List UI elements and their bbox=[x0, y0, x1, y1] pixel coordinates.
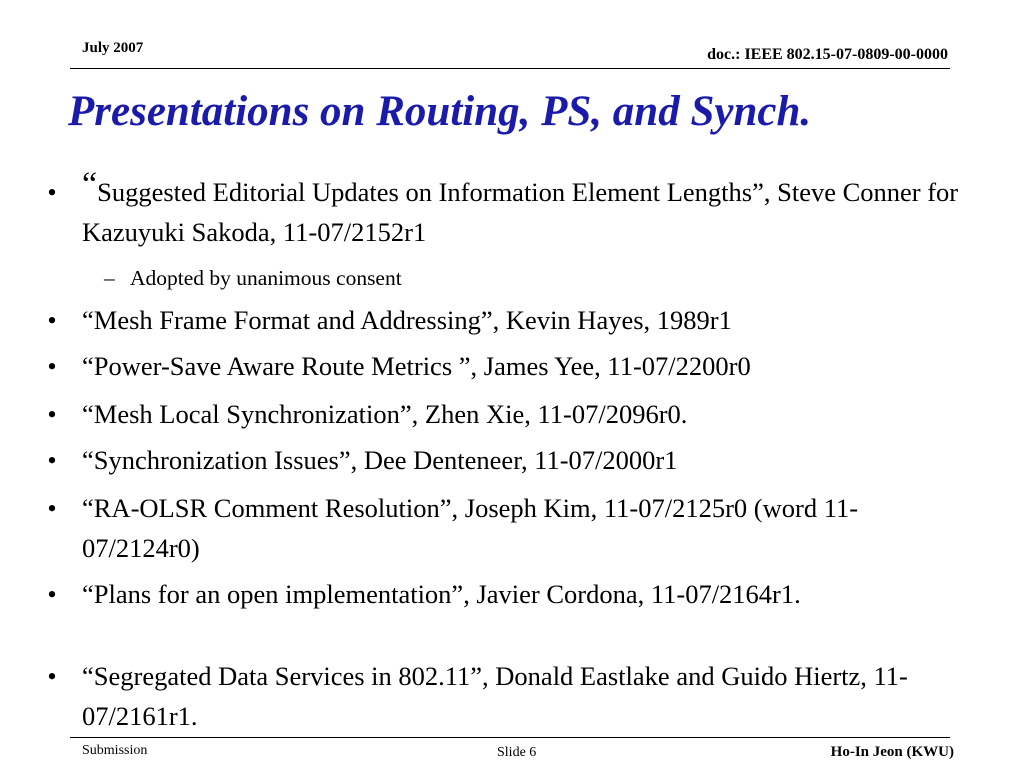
list-item bbox=[47, 346, 962, 386]
list-item-text: “Mesh Local Synchronization”, Zhen Xie, 11-07/2096r0. bbox=[82, 399, 688, 429]
bullet-icon: • bbox=[47, 579, 57, 609]
list-item bbox=[47, 166, 962, 252]
bullet-icon: • bbox=[47, 445, 57, 475]
slide-number: Slide 6 bbox=[497, 745, 537, 760]
list-item-text: “Segregated Data Services in 802.11”, Donald Eastlake and Guido Hiertz, 11-07/2161r1. bbox=[82, 661, 908, 731]
list-item-text: “RA-OLSR Comment Resolution”, Joseph Kim, 11-07/2125r0 (word 11-07/2124r0) bbox=[82, 493, 859, 563]
list-item bbox=[47, 656, 962, 736]
list-item bbox=[47, 574, 962, 614]
footer-author: Ho-In Jeon (KWU) bbox=[830, 744, 954, 760]
footer-divider bbox=[70, 737, 950, 738]
dash-icon: – bbox=[104, 266, 115, 290]
list-item-text: “Plans for an open implementation”, Javier Cordona, 11-07/2164r1. bbox=[82, 579, 801, 609]
bullet-icon: • bbox=[47, 351, 57, 381]
list-item-text: “Synchronization Issues”, Dee Denteneer, 11-07/2000r1 bbox=[82, 445, 678, 475]
list-item bbox=[47, 488, 962, 568]
bullet-icon: • bbox=[47, 305, 57, 335]
list-item-text: “Power-Save Aware Route Metrics ”, James Yee, 11-07/2200r0 bbox=[82, 351, 751, 381]
header-date: July 2007 bbox=[82, 40, 144, 56]
header-document-id: doc.: IEEE 802.15-07-0809-00-0000 bbox=[707, 46, 948, 63]
list-item bbox=[47, 394, 962, 434]
bullet-icon: • bbox=[47, 177, 57, 207]
sub-list-item bbox=[104, 263, 930, 293]
sub-list-item-text: Adopted by unanimous consent bbox=[130, 266, 402, 290]
list-item bbox=[47, 440, 962, 480]
bullet-icon: • bbox=[47, 493, 57, 523]
bullet-icon: • bbox=[47, 399, 57, 429]
list-item-text: “Mesh Frame Format and Addressing”, Kevin Hayes, 1989r1 bbox=[82, 305, 732, 335]
footer-submission: Submission bbox=[82, 743, 148, 758]
bullet-icon: • bbox=[47, 661, 57, 691]
open-quote-mark: “ bbox=[82, 166, 98, 203]
list-item-text: Suggested Editorial Updates on Information Element Lengths”, Steve Conner for Kazuyuki Sakoda, 11-07/2152r1 bbox=[82, 177, 959, 247]
list-item bbox=[47, 300, 962, 340]
slide-title: Presentations on Routing, PS, and Synch. bbox=[68, 88, 812, 135]
